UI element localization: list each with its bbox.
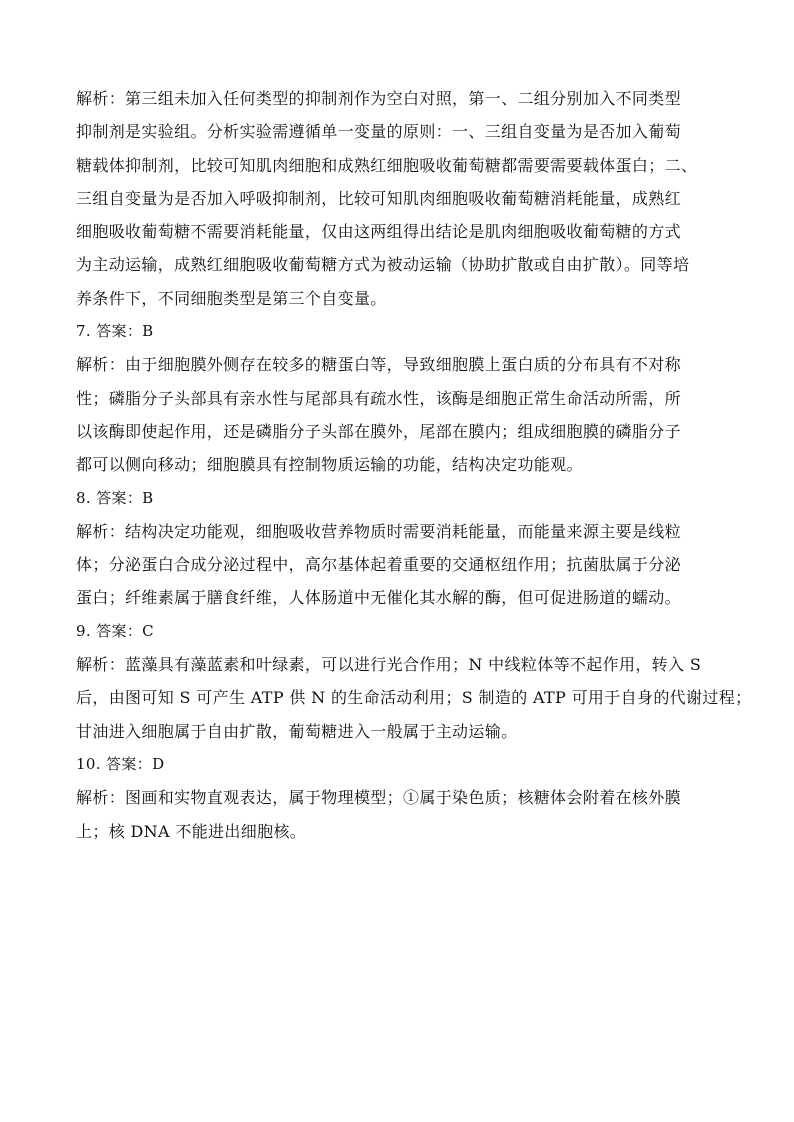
answer-heading: 9. 答案：C (76, 621, 155, 640)
text-line: 上；核 DNA 不能进出细胞核。 (76, 821, 307, 841)
text-line: 解析：由于细胞膜外侧存在较多的糖蛋白等，导致细胞膜上蛋白质的分布具有不对称 (76, 355, 681, 375)
text-line: 养条件下，不同细胞类型是第三个自变量。 (76, 288, 387, 308)
text-line: 解析：蓝藻具有藻蓝素和叶绿素，可以进行光合作用；N 中线粒体等不起作用，转入 S (76, 655, 702, 675)
answer-heading: 7. 答案：B (76, 322, 154, 341)
document-page (76, 82, 752, 848)
text-line: 解析：结构决定功能观，细胞吸收营养物质时需要消耗能量，而能量来源主要是线粒 (76, 521, 681, 541)
text-line: 体；分泌蛋白合成分泌过程中，高尔基体起着重要的交通枢纽作用；抗菌肽属于分泌 (76, 555, 681, 575)
text-line: 后，由图可知 S 可产生 ATP 供 N 的生命活动利用；S 制造的 ATP 可用于自身的代谢过程； (76, 688, 752, 708)
text-line: 三组自变量为是否加入呼吸抑制剂，比较可知肌肉细胞吸收葡萄糖消耗能量，成熟红 (76, 188, 681, 208)
answer-heading: 10. 答案：D (76, 754, 165, 773)
text-line: 解析：图画和实物直观表达，属于物理模型；①属于染色质；核糖体会附着在核外膜 (76, 788, 681, 808)
text-line: 以该酶即使起作用，还是磷脂分子头部在膜外，尾部在膜内；组成细胞膜的磷脂分子 (76, 421, 681, 441)
text-line: 都可以侧向移动；细胞膜具有控制物质运输的功能，结构决定功能观。 (76, 455, 583, 475)
text-line: 糖载体抑制剂，比较可知肌肉细胞和成熟红细胞吸收葡萄糖都需要需要载体蛋白；二、 (76, 155, 698, 175)
answer-heading: 8. 答案：B (76, 488, 154, 507)
text-line: 甘油进入细胞属于自由扩散，葡萄糖进入一般属于主动运输。 (76, 721, 518, 741)
text-line: 解析：第三组未加入任何类型的抑制剂作为空白对照，第一、二组分别加入不同类型 (76, 89, 681, 108)
text-line: 抑制剂是实验组。分析实验需遵循单一变量的原则：一、三组自变量为是否加入葡萄 (76, 122, 681, 142)
text-line: 细胞吸收葡萄糖不需要消耗能量，仅由这两组得出结论是肌肉细胞吸收葡萄糖的方式 (76, 222, 681, 242)
text-line: 性；磷脂分子头部具有亲水性与尾部具有疏水性，该酶是细胞正常生命活动所需，所 (76, 388, 681, 408)
text-line: 为主动运输，成熟红细胞吸收葡萄糖方式为被动运输（协助扩散或自由扩散）。同等培 (76, 255, 690, 275)
text-line: 蛋白；纤维素属于膳食纤维，人体肠道中无催化其水解的酶，但可促进肠道的蠕动。 (76, 588, 681, 608)
